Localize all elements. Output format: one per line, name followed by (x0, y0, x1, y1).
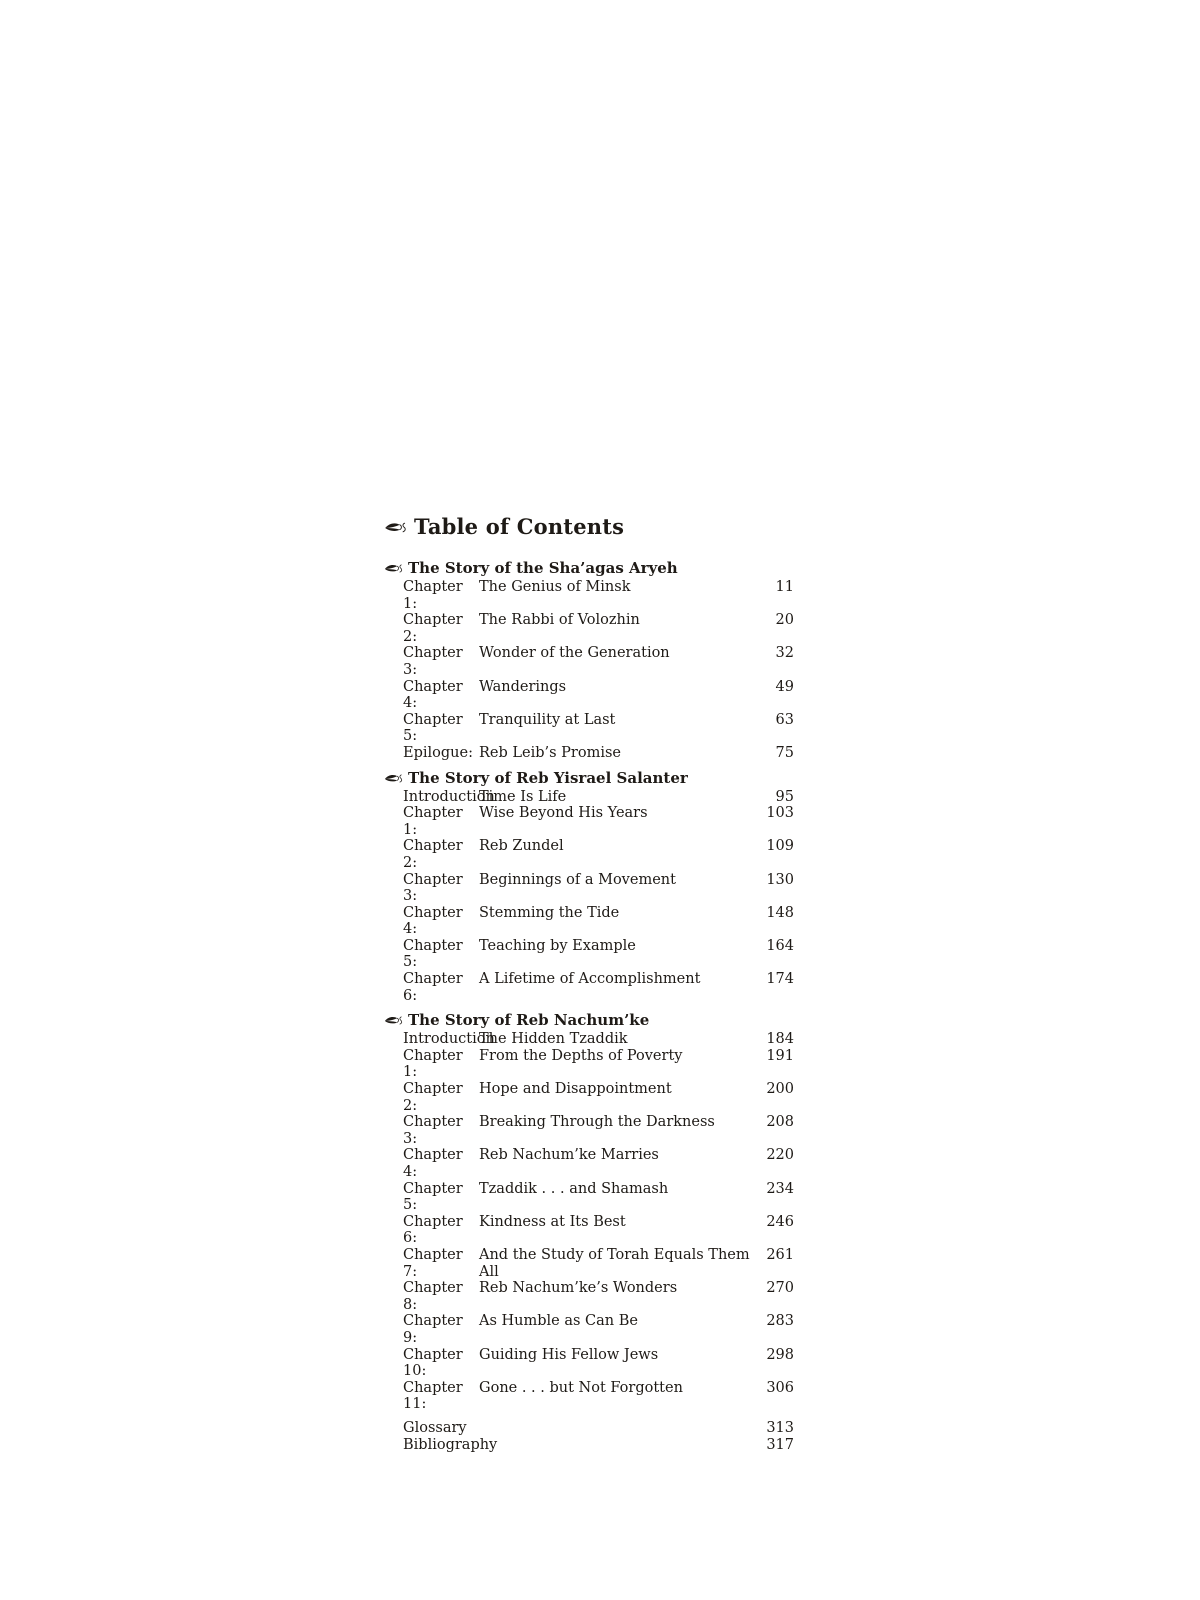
section-ornament (384, 563, 404, 574)
section-heading-text: The Story of Reb Yisrael Salanter (408, 768, 688, 787)
toc-row-title: A Lifetime of Accomplishment (479, 971, 701, 988)
toc-row (403, 905, 794, 938)
toc-row (403, 1181, 794, 1214)
toc-row-title: Reb Zundel (479, 838, 564, 855)
toc-row-label: Chapter 1: (403, 1047, 463, 1081)
toc-row-label: Chapter 5: (403, 1180, 463, 1214)
toc-row-page: 246 (766, 1213, 794, 1230)
leaf-fleuron-icon (384, 1015, 404, 1026)
toc-row-title: Wise Beyond His Years (479, 805, 648, 822)
toc-row-title: Wanderings (479, 678, 567, 695)
toc-row-title: Reb Leib’s Promise (479, 744, 622, 761)
toc-row-label: Chapter 4: (403, 904, 463, 938)
leaf-fleuron-icon (384, 521, 408, 534)
toc-row-title: Reb Nachum’ke Marries (479, 1147, 659, 1164)
toc-row-page: 20 (775, 612, 794, 629)
toc-row-page: 164 (766, 937, 794, 954)
toc-row-title: As Humble as Can Be (479, 1313, 638, 1330)
toc-row-title: Time Is Life (479, 788, 567, 805)
toc-row (403, 612, 794, 645)
toc-row-page: 234 (766, 1180, 794, 1197)
leaf-fleuron-icon (384, 563, 404, 574)
toc-row (403, 745, 794, 762)
toc-row-title: Tranquility at Last (479, 711, 616, 728)
toc-row-label: Chapter 9: (403, 1313, 463, 1346)
toc-row (403, 1280, 794, 1313)
toc-row-title: Reb Nachum’ke’s Wonders (479, 1280, 678, 1297)
toc-row-page: 283 (766, 1313, 794, 1330)
toc-row-label: Chapter 6: (403, 1213, 463, 1247)
toc-row-title: The Hidden Tzaddik (479, 1031, 628, 1048)
toc-row (403, 712, 794, 745)
toc-row-page: 174 (766, 971, 794, 988)
section-heading (384, 559, 794, 578)
page-title (384, 515, 794, 539)
section-heading-text: The Story of Reb Nachum’ke (408, 1011, 650, 1030)
toc-row (403, 789, 794, 806)
toc-row (403, 645, 794, 678)
toc-row (403, 679, 794, 712)
toc-row-page: 32 (775, 645, 794, 662)
toc-row-label: Chapter 8: (403, 1280, 463, 1313)
toc-row-title: Guiding His Fellow Jews (479, 1346, 659, 1363)
toc-row (403, 1347, 794, 1380)
leaf-fleuron-icon (384, 773, 404, 784)
toc-row (403, 1214, 794, 1247)
toc-row-label: Introduction (403, 1031, 495, 1048)
section-ornament (384, 1015, 404, 1026)
toc-row-page: 95 (775, 788, 794, 805)
toc-row-page: 75 (775, 744, 794, 761)
toc-row (403, 1081, 794, 1114)
toc-section (384, 559, 794, 762)
toc-row-title: And the Study of Torah Equals Them All (479, 1246, 750, 1280)
toc-row-label: Chapter 6: (403, 971, 463, 1004)
toc-row-label: Chapter 2: (403, 838, 463, 871)
toc-row (403, 1048, 794, 1081)
toc-row-page: 317 (766, 1436, 794, 1453)
toc-row-page: 270 (766, 1280, 794, 1297)
toc-row (403, 1420, 794, 1437)
toc-row-label: Chapter 7: (403, 1246, 463, 1280)
toc-row-title: Breaking Through the Darkness (479, 1114, 715, 1131)
toc-row-label: Epilogue: (403, 744, 473, 761)
toc-row (403, 1247, 794, 1280)
toc-row-title: Hope and Disappointment (479, 1081, 672, 1098)
toc-row-page: 220 (766, 1147, 794, 1164)
toc-row (403, 579, 794, 612)
toc-row (403, 1437, 794, 1454)
toc-row (403, 1031, 794, 1048)
toc-row-page: 261 (766, 1246, 794, 1263)
toc-section (384, 769, 794, 1005)
toc-row-page: 184 (766, 1031, 794, 1048)
toc-row-page: 148 (766, 904, 794, 921)
toc-row-page: 313 (766, 1419, 794, 1436)
toc-row (403, 1147, 794, 1180)
toc-row-label: Chapter 2: (403, 1081, 463, 1114)
toc-row-title: The Rabbi of Volozhin (479, 612, 640, 629)
table-of-contents-page (384, 515, 794, 1453)
toc-row-label: Chapter 1: (403, 805, 463, 838)
toc-row-title: Glossary (403, 1419, 467, 1436)
toc-row-page: 200 (766, 1081, 794, 1098)
toc-row-title: Stemming the Tide (479, 904, 620, 921)
toc-row-label: Chapter 11: (403, 1379, 463, 1413)
page-title-text: Table of Contents (414, 514, 625, 539)
toc-sections (384, 559, 794, 1413)
title-ornament (384, 521, 408, 534)
toc-row (403, 1114, 794, 1147)
toc-row-page: 306 (766, 1379, 794, 1396)
toc-row-label: Chapter 3: (403, 645, 463, 678)
toc-row (403, 938, 794, 971)
section-heading (384, 769, 794, 788)
toc-row-title: From the Depths of Poverty (479, 1047, 683, 1064)
toc-row-page: 63 (775, 711, 794, 728)
toc-row (403, 838, 794, 871)
toc-row-label: Chapter 1: (403, 579, 463, 612)
toc-row (403, 971, 794, 1004)
toc-row-label: Chapter 5: (403, 711, 463, 745)
toc-row-page: 11 (775, 579, 794, 595)
toc-row (403, 805, 794, 838)
toc-row-title: The Genius of Minsk (479, 579, 631, 595)
toc-row-title: Gone . . . but Not Forgotten (479, 1379, 683, 1396)
toc-row (403, 1380, 794, 1413)
toc-row-title: Kindness at Its Best (479, 1213, 626, 1230)
toc-row-title: Wonder of the Generation (479, 645, 670, 662)
section-ornament (384, 773, 404, 784)
toc-row-label: Chapter 4: (403, 678, 463, 712)
toc-row (403, 1313, 794, 1346)
toc-row-label: Chapter 4: (403, 1147, 463, 1180)
toc-row-page: 208 (766, 1114, 794, 1131)
toc-row-label: Chapter 2: (403, 612, 463, 645)
toc-row-label: Chapter 3: (403, 1114, 463, 1147)
toc-row-title: Tzaddik . . . and Shamash (479, 1180, 669, 1197)
section-heading (384, 1011, 794, 1030)
toc-row-page: 191 (766, 1047, 794, 1064)
toc-row-label: Chapter 5: (403, 937, 463, 971)
toc-row-title: Beginnings of a Movement (479, 871, 676, 888)
toc-row-page: 109 (766, 838, 794, 855)
toc-row-page: 49 (775, 678, 794, 695)
toc-row-page: 130 (766, 871, 794, 888)
toc-row-page: 103 (766, 805, 794, 822)
toc-row-page: 298 (766, 1346, 794, 1363)
toc-backmatter (384, 1420, 794, 1453)
toc-row-title: Bibliography (403, 1436, 498, 1453)
toc-row-label: Chapter 3: (403, 871, 463, 905)
toc-row (403, 872, 794, 905)
toc-section (384, 1011, 794, 1413)
toc-row-title: Teaching by Example (479, 937, 636, 954)
section-heading-text: The Story of the Sha’agas Aryeh (408, 559, 678, 577)
toc-row-label: Introduction (403, 788, 495, 805)
toc-row-label: Chapter 10: (403, 1346, 463, 1380)
